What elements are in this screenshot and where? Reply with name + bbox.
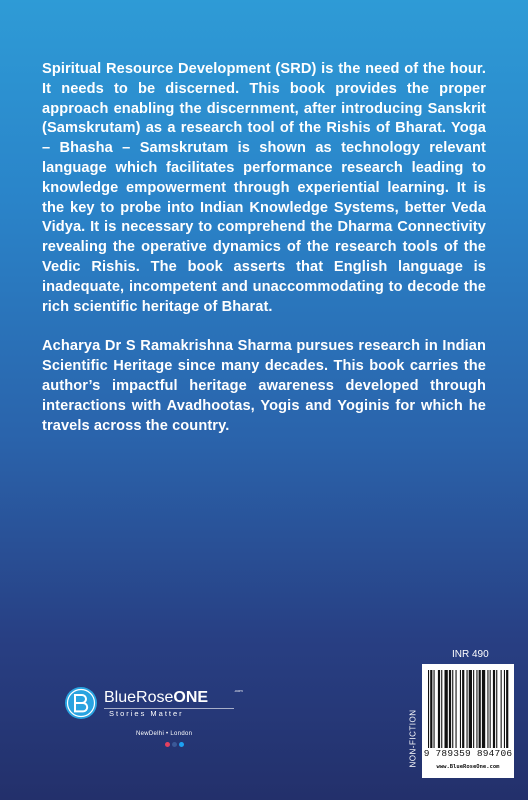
publisher-tagline: Stories Matter (109, 709, 184, 718)
blurb-paragraph-author: Acharya Dr S Ramakrishna Sharma pursues research in Indian Scientific Heritage since many decades. This book carries the author’s impactful heritage awareness developed through interactions with Avadhootas, Yogis and Yoginis for which he travels across the country. (42, 338, 486, 434)
twitter-icon (179, 742, 184, 747)
back-cover-blurb (42, 60, 486, 456)
barcode-bars (426, 670, 510, 748)
social-icons (165, 742, 184, 747)
publisher-url: www.BlueRoseOne.com (436, 764, 500, 770)
b-logo-icon (64, 686, 98, 720)
isbn-barcode (422, 664, 514, 778)
isbn-number: 9 789359 894706 (423, 748, 513, 759)
genre-label (406, 700, 420, 776)
blurb-paragraph-description: Spiritual Resource Development (SRD) is the need of the hour. It needs to be discerned. This book provides the proper approach enabling the discernment, after introducing Sanskrit (Samskrutam) as a research tool of the Rishis of Bharat. Yoga – Bhasha – Samskrutam is shown as technology relevant language which facilitates performance research leading to knowledge empowerment through experiential learning. It is the key to probe into Indian Knowledge Systems, better Veda Vidya. It is necessary to comprehend the Dharma Connectivity revealing the operative dynamics of the research tools of the Vedic Rishis. The book asserts that English language is inadequate, incompetent and unaccommodating to decode the rich scientific heritage of Bharat. (42, 61, 486, 315)
publisher-name (104, 689, 208, 707)
instagram-icon (165, 742, 170, 747)
publisher-domain-mark: .com (234, 688, 243, 693)
publisher-locations: NewDelhi • London (136, 731, 193, 737)
publisher-logo-block (64, 686, 244, 746)
genre-text: NON-FICTION (408, 709, 418, 767)
facebook-icon (172, 742, 177, 747)
price-label: INR 490 (452, 649, 489, 660)
publisher-name-part2: ONE (173, 689, 209, 706)
publisher-name-part1: BlueRose (104, 689, 174, 706)
